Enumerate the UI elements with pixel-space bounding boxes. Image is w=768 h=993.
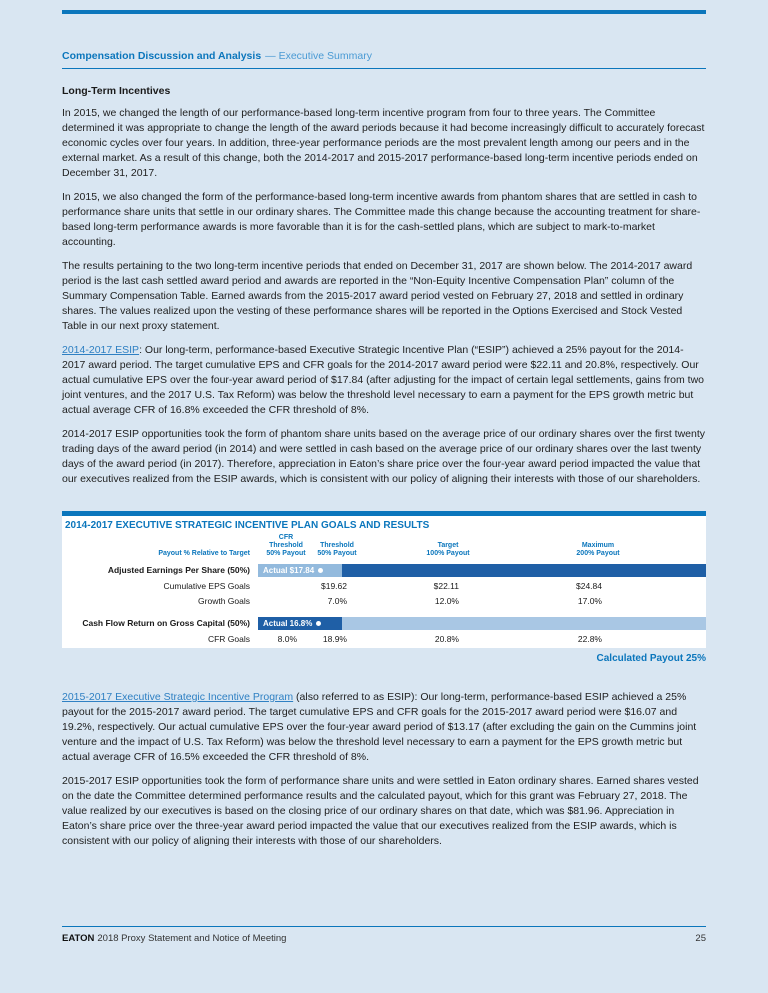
paragraph-2014-2017-esip-text: : Our long-term, performance-based Executive Strategic Incentive Plan (“ESIP”) achieved a 25% payout for the 2014-2017 award period. The target cumulative EPS and CFR goals for the 2014-2017 award period were $22.11 and 20.8%, respectively. Our actual cumulative EPS over the four-year award period of $17.84 (after adjusting for the impact of certain legal settlements, gains from two joint ventures, and the 2017 U.S. Tax Reform) was below the threshold level necessary to earn a payment for the EPS growth metric but actual average CFR of 16.8% exceeded the CFR threshold of 8%.: [62, 344, 704, 416]
esip-goals-table: [62, 516, 706, 648]
header-rule: [62, 68, 706, 69]
breadcrumb: [62, 50, 706, 63]
eps-maximum-value: $24.84: [576, 581, 602, 591]
paragraph-2014-2017-esip: [62, 343, 706, 418]
esip-2015-2017-link[interactable]: 2015-2017 Executive Strategic Incentive Program: [62, 691, 294, 703]
cfr-threshold-value: 18.9%: [322, 634, 347, 644]
cfr-actual-bar: [258, 617, 706, 630]
page-number: 25: [695, 933, 706, 944]
eaton-brand: EATON: [62, 933, 95, 944]
paragraph-incentive-length: In 2015, we changed the length of our performance-based long-term incentive program from four to three years. The Committee determined it was appropriate to change the length of the award periods because it had become increasingly difficult to accurately forecast economic cycles over four years. In addition, three-year performance periods are the most prevalent length among our peers and in the external market. As a result of this change, both the 2014-2017 and 2015-2017 performance-based long-term incentive periods ended on December 31, 2017.: [62, 107, 705, 179]
eps-threshold-value: $19.62: [321, 581, 347, 591]
eps-actual-marker-dot: [318, 568, 323, 573]
cfr-threshold-start-value: 8.0%: [277, 634, 297, 644]
col-header-line: 200% Payout: [576, 550, 620, 557]
row-label-growth-goals: Growth Goals: [198, 596, 250, 606]
col-header-target: [420, 542, 476, 558]
paragraph-phantom-shares: 2014-2017 ESIP opportunities took the form of phantom share units based on the average price of our ordinary shares over the first twenty trading days of the award period (in 2014) and were settled in cash based on the average price of our ordinary shares over the last twenty days of the award period (in 2017). Therefore, appreciation in Eaton’s share price over the four-year award period impacted the value that our executives realized from the ESIP awards, which is consistent with our policy of aligning their interests with those of our shareholders.: [62, 428, 706, 485]
col-header-maximum: [567, 542, 629, 558]
esip-results-panel: [62, 511, 706, 648]
col-header-line: Maximum: [581, 542, 615, 549]
paragraph-2015-2017-esip: [62, 690, 706, 765]
eps-actual-chip: [258, 564, 342, 577]
col-header-threshold: [309, 542, 365, 558]
col-header-cfr-threshold: [258, 534, 314, 558]
breadcrumb-section-title: Compensation Discussion and Analysis: [62, 50, 262, 62]
top-accent-bar: [62, 10, 706, 14]
cfr-actual-label: Actual 16.8%: [263, 619, 313, 628]
paragraph-performance-share-units: 2015-2017 ESIP opportunities took the form of performance share units and were settled in Eaton ordinary shares. Earned shares vested on the date the Committee determined performance results and the calculated payout, which for this grant was February 27, 2018. The value realized by our executives is based on the closing price of our ordinary shares on that date, which was $81.96. Appreciation in Eaton’s share price over the three-year award period impacted the value that our executives realized from the ESIP awards, which is consistent with our policy of aligning their interests with those of our shareholders.: [62, 775, 699, 847]
cfr-actual-marker-dot: [316, 621, 321, 626]
growth-target-value: 12.0%: [434, 596, 459, 606]
col-header-line: Threshold: [269, 542, 303, 549]
growth-threshold-value: 7.0%: [327, 596, 347, 606]
cfr-maximum-value: 22.8%: [577, 634, 602, 644]
page-footer: [62, 926, 706, 944]
paragraph-results: The results pertaining to the two long-term incentive periods that ended on December 31, 2017 are shown below. The 2014-2017 award period is the last cash settled award period and awards are reported in the “Non-Equity Incentive Compensation Plan” column of the Summary Compensation Table. Earned awards from the 2015-2017 award period vested on February 27, 2018 and settled in ordinary shares. The values realized upon the vesting of these performance shares will be reported in the Options Exercised and Stock Vested Table in our next proxy statement.: [62, 260, 693, 332]
row-label-cash-flow-return: Cash Flow Return on Gross Capital (50%): [82, 618, 250, 628]
section-heading: Long-Term Incentives: [62, 85, 171, 97]
growth-maximum-value: 17.0%: [577, 596, 602, 606]
calculated-payout: Calculated Payout 25%: [596, 653, 706, 664]
cfr-actual-chip: [258, 617, 342, 630]
breadcrumb-subsection: — Executive Summary: [265, 50, 372, 62]
paragraph-award-form: In 2015, we also changed the form of the performance-based long-term incentive awards from phantom shares that are settled in cash to performance share units that settle in our ordinary shares. The Committee made this change because the accounting treatment for share-based long-term performance awards is more favorable than it is for the cash-settled plans, which are subject to mark-to-market accounting.: [62, 191, 701, 248]
col-header-line: CFR: [278, 534, 294, 541]
esip-table-title: 2014-2017 EXECUTIVE STRATEGIC INCENTIVE PLAN GOALS AND RESULTS: [65, 520, 430, 531]
col-header-line: Threshold: [320, 542, 354, 549]
col-header-line: 50% Payout: [266, 550, 306, 557]
eps-target-value: $22.11: [433, 581, 459, 591]
eps-actual-label: Actual $17.84: [263, 566, 315, 575]
col-header-line: 50% Payout: [317, 550, 357, 557]
row-label-adjusted-eps: Adjusted Earnings Per Share (50%): [107, 565, 250, 575]
footer-rule: [62, 926, 706, 927]
col-header-line: Target: [437, 542, 459, 549]
footer-left: [62, 933, 286, 944]
row-label-cfr-goals: CFR Goals: [207, 634, 250, 644]
col-header-line: 100% Payout: [426, 550, 470, 557]
col-header-payout-relative: Payout % Relative to Target: [158, 550, 250, 557]
row-label-cumulative-eps-goals: Cumulative EPS Goals: [163, 581, 250, 591]
eps-actual-bar: [258, 564, 706, 577]
paragraph-2015-2017-esip-text: (also referred to as ESIP): Our long-term, performance-based ESIP achieved a 25% payout for the 2015-2017 award period. The target cumulative EPS and CFR goals for the 2015-2017 award period were $16.07 and 19.2%, respectively. Our actual cumulative EPS over the four-year award period of $13.17 (after excluding the gain on the Cummins joint venture and the impact of U.S. Tax Reform) was below the threshold level necessary to earn a payment for the EPS growth metric but actual average CFR of 16.5% exceeded the CFR threshold of 8%.: [62, 691, 697, 763]
cfr-goal-range-bar: [342, 617, 706, 630]
cfr-target-value: 20.8%: [434, 634, 459, 644]
esip-2014-2017-link[interactable]: 2014-2017 ESIP: [62, 344, 140, 356]
footer-text: 2018 Proxy Statement and Notice of Meeting: [97, 933, 287, 944]
eps-goal-range-bar: [342, 564, 706, 577]
